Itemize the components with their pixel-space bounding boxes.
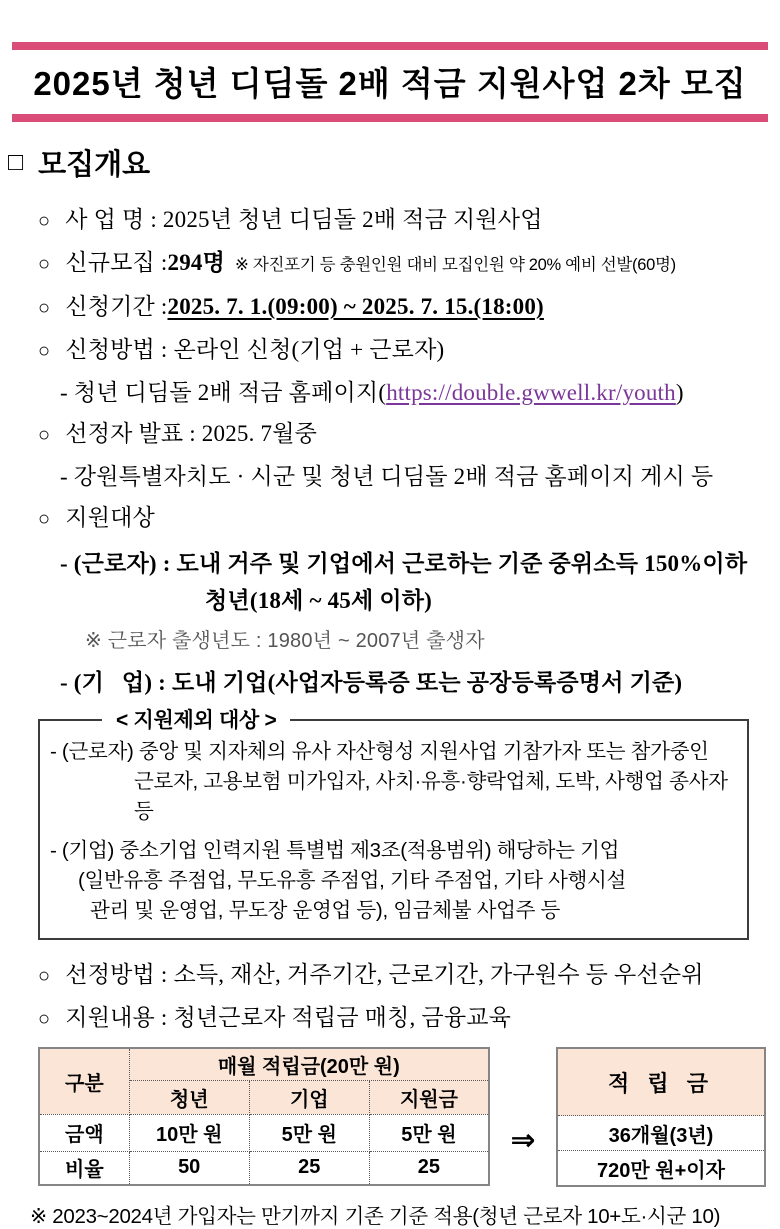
worker-birthyear-note-text: ※ 근로자 출생년도 : 1980년 ~ 2007년 출생자 [85, 630, 485, 652]
title-banner [0, 42, 780, 122]
monthly-table-col-header-youth: 청년 [129, 1080, 249, 1114]
period-value: 2025. 7. 1.(09:00) ~ 2025. 7. 15.(18:00) [167, 294, 544, 319]
table-cell: 5만 원 [369, 1114, 489, 1151]
circle-bullet-icon: ○ [38, 253, 51, 275]
company-condition-text: - (기 업) : 도내 기업(사업자등록증 또는 공장등록증명서 기준) [60, 670, 683, 695]
title-divider-top [12, 42, 768, 50]
exclusion-box [38, 709, 749, 940]
monthly-table-row-ratio [39, 1151, 489, 1185]
worker-condition-text: - (근로자) : 도내 거주 및 기업에서 근로하는 기준 중위소득 150%이하 [60, 551, 748, 576]
table-cell: 5만 원 [249, 1114, 369, 1151]
monthly-deposit-table [38, 1047, 490, 1186]
announcement-text: 선정자 발표 : 2025. 7월중 [65, 421, 318, 446]
table-cell: 25 [369, 1151, 489, 1185]
period-label: 신청기간 : [65, 294, 168, 319]
square-bullet-icon: □ [8, 148, 24, 176]
circle-bullet-icon: ○ [38, 965, 51, 987]
table-cell: 720만 원+이자 [557, 1151, 765, 1187]
monthly-table-col-header-company: 기업 [249, 1080, 369, 1114]
row-label: 비율 [39, 1151, 129, 1185]
line-homepage [0, 378, 780, 407]
recruit-label: 신규모집 : [65, 250, 168, 275]
circle-bullet-icon: ○ [38, 210, 51, 232]
line-support-content [0, 1003, 780, 1034]
monthly-table-corner-cell: 구분 [39, 1048, 129, 1114]
page-title: 2025년 청년 디딤돌 2배 적금 지원사업 2차 모집 [33, 65, 747, 102]
exclusion-company-line2: (일반유흥 주점업, 무도유흥 주점업, 기타 주점업, 기타 사행시설 [78, 869, 627, 892]
title-divider-bottom [12, 114, 768, 122]
line-application-method [0, 335, 780, 366]
line-worker-birthyear-note [0, 627, 780, 656]
recruit-note: ※ 자진포기 등 충원인원 대비 모집인원 약 20% 예비 선발(60명) [235, 256, 676, 274]
exclusion-worker-line1: - (근로자) 중앙 및 지자체의 유사 자산형성 지원사업 기참가자 또는 참가중인 [50, 740, 709, 763]
section-heading-label: 모집개요 [38, 149, 151, 181]
total-table-header: 적 립 금 [557, 1048, 765, 1116]
table-cell: 10만 원 [129, 1114, 249, 1151]
exclusion-box-legend: < 지원제외 대상 > [102, 706, 290, 736]
circle-bullet-icon: ○ [38, 508, 51, 530]
deposit-tables [38, 1047, 780, 1187]
homepage-link[interactable]: https://double.gwwell.kr/youth [386, 380, 676, 405]
circle-bullet-icon: ○ [38, 1008, 51, 1030]
method-text: 신청방법 : 온라인 신청(기업 + 근로자) [65, 337, 445, 362]
table-cell: 25 [249, 1151, 369, 1185]
section-heading [8, 142, 780, 183]
line-company-condition [0, 668, 780, 697]
line-target-heading [0, 503, 780, 534]
homepage-suffix: ) [675, 380, 684, 405]
monthly-table-row-amount [39, 1114, 489, 1151]
table-cell: 36개월(3년) [557, 1116, 765, 1151]
exclusion-company-line3: 관리 및 운영업, 무도장 운영업 등), 임금체불 사업주 등 [90, 899, 561, 922]
line-announcement-sub [0, 462, 780, 491]
target-heading-text: 지원대상 [65, 505, 155, 530]
double-arrow-icon: ⇒ [510, 1123, 536, 1157]
row-label: 금액 [39, 1114, 129, 1151]
circle-bullet-icon: ○ [38, 340, 51, 362]
selection-method-text: 선정방법 : 소득, 재산, 거주기간, 근로기간, 가구원수 등 우선순위 [65, 962, 704, 987]
circle-bullet-icon: ○ [38, 297, 51, 319]
line-business-name [0, 205, 780, 236]
line-selection-method [0, 960, 780, 991]
announcement-sub-text: - 강원특별자치도 · 시군 및 청년 디딤돌 2배 적금 홈페이지 게시 등 [60, 464, 714, 489]
footnote: ※ 2023~2024년 가입자는 만기까지 기존 기준 적용(청년 근로자 10+도·시군 10) [30, 1205, 721, 1228]
monthly-table-col-header-subsidy: 지원금 [369, 1080, 489, 1114]
table-cell: 50 [129, 1151, 249, 1185]
monthly-table-group-header: 매월 적립금(20만 원) [129, 1048, 489, 1080]
support-content-text: 지원내용 : 청년근로자 적립금 매칭, 금융교육 [65, 1005, 512, 1030]
homepage-prefix: - 청년 디딤돌 2배 적금 홈페이지( [60, 380, 387, 405]
line-recruit-count [0, 248, 780, 280]
exclusion-company-line1: - (기업) 중소기업 인력지원 특별법 제3조(적용범위) 해당하는 기업 [50, 839, 620, 862]
line-worker-condition [0, 549, 780, 578]
total-deposit-table [556, 1047, 766, 1187]
business-name-text: 사 업 명 : 2025년 청년 디딤돌 2배 적금 지원사업 [65, 207, 543, 232]
page [0, 42, 780, 1228]
worker-condition-text-2: 청년(18세 ~ 45세 이하) [205, 588, 433, 613]
line-worker-condition-2 [0, 586, 780, 615]
recruit-value: 294명 [167, 250, 226, 275]
circle-bullet-icon: ○ [38, 424, 51, 446]
line-announcement [0, 419, 780, 450]
exclusion-worker-line2: 근로자, 고용보험 미가입자, 사치·유흥·향락업체, 도박, 사행업 종사자 등 [134, 770, 728, 823]
line-application-period [0, 292, 780, 323]
